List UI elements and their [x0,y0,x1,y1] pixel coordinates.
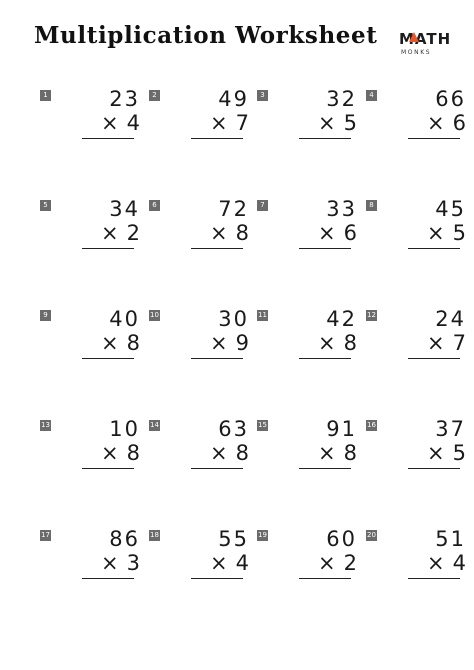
times-sign: × [427,331,445,355]
problem-number-badge: 5 [40,200,51,211]
problem-number-badge: 11 [258,311,267,319]
answer-line [82,138,134,139]
problem [40,527,140,590]
multiplier: 3 [126,551,140,575]
multiplier-row [318,111,357,135]
logo-subtitle: MONKS [401,49,432,56]
times-sign: × [318,331,336,355]
problem-number-badge: 13 [41,421,50,429]
multiplier-row [101,111,140,135]
problem-number-badge: 10 [150,311,159,319]
multiplier: 7 [235,111,249,135]
multiplicand: 23 [109,87,140,111]
problem [149,197,249,260]
problem [40,417,140,480]
multiplier-row [210,551,249,575]
problem [366,417,466,480]
answer-line [408,138,460,139]
logo-brand: MATH [399,30,452,48]
multiplier: 8 [126,331,140,355]
multiplier: 4 [235,551,249,575]
multiplicand: 10 [109,417,140,441]
problem [257,417,357,480]
problem [366,197,466,260]
multiplicand: 30 [218,307,249,331]
answer-line [408,358,460,359]
problem [149,417,249,480]
multiplier: 5 [343,111,357,135]
answer-line [191,358,243,359]
math-monks-logo [399,30,452,62]
times-sign: × [318,111,336,135]
problem-number-badge: 14 [150,421,159,429]
multiplier-row [318,441,357,465]
answer-line [82,248,134,249]
times-sign: × [427,111,445,135]
multiplier: 2 [343,551,357,575]
multiplicand: 40 [109,307,140,331]
problem [257,197,357,260]
answer-line [82,468,134,469]
problem-number-badge: 18 [150,531,159,539]
multiplier: 4 [126,111,140,135]
answer-line [299,248,351,249]
multiplicand: 32 [326,87,357,111]
times-sign: × [101,331,119,355]
times-sign: × [210,221,228,245]
problem [149,307,249,370]
times-sign: × [101,441,119,465]
problem-number-badge: 8 [366,200,377,211]
multiplier-row [318,221,357,245]
page-title: Multiplication Worksheet [34,22,378,49]
problem [149,527,249,590]
multiplicand: 66 [435,87,466,111]
answer-line [191,468,243,469]
times-sign: × [210,441,228,465]
multiplicand: 45 [435,197,466,221]
multiplicand: 86 [109,527,140,551]
answer-line [408,248,460,249]
answer-line [82,578,134,579]
multiplier: 8 [126,441,140,465]
times-sign: × [318,441,336,465]
multiplier-row [427,551,466,575]
times-sign: × [210,331,228,355]
multiplicand: 91 [326,417,357,441]
multiplier: 5 [452,221,466,245]
times-sign: × [101,551,119,575]
multiplicand: 51 [435,527,466,551]
multiplier: 8 [343,441,357,465]
answer-line [82,358,134,359]
problem-number-badge: 20 [367,531,376,539]
times-sign: × [210,551,228,575]
answer-line [299,578,351,579]
multiplier-row [101,441,140,465]
multiplier-row [101,551,140,575]
problem [257,307,357,370]
multiplicand: 55 [218,527,249,551]
problem [366,87,466,150]
multiplicand: 42 [326,307,357,331]
multiplier-row [210,441,249,465]
times-sign: × [427,551,445,575]
answer-line [299,138,351,139]
times-sign: × [427,441,445,465]
multiplier: 6 [343,221,357,245]
answer-line [191,138,243,139]
times-sign: × [210,111,228,135]
multiplier-row [101,221,140,245]
multiplier: 8 [343,331,357,355]
problem [366,527,466,590]
multiplier: 5 [452,441,466,465]
multiplier: 2 [126,221,140,245]
times-sign: × [318,551,336,575]
problem [257,87,357,150]
multiplier-row [210,111,249,135]
times-sign: × [318,221,336,245]
multiplier: 7 [452,331,466,355]
problem-number-badge: 16 [367,421,376,429]
problem-number-badge: 2 [149,90,160,101]
multiplier: 9 [235,331,249,355]
multiplier-row [101,331,140,355]
problem-number-badge: 15 [258,421,267,429]
multiplicand: 33 [326,197,357,221]
problem [149,87,249,150]
answer-line [191,578,243,579]
problem [40,197,140,260]
multiplier: 6 [452,111,466,135]
problem-number-badge: 3 [257,90,268,101]
problem-number-badge: 12 [367,311,376,319]
problem [257,527,357,590]
problem-number-badge: 7 [257,200,268,211]
answer-line [191,248,243,249]
times-sign: × [101,111,119,135]
multiplier-row [210,331,249,355]
problem [366,307,466,370]
multiplier-row [318,551,357,575]
multiplicand: 49 [218,87,249,111]
multiplier: 8 [235,441,249,465]
multiplier-row [427,221,466,245]
times-sign: × [101,221,119,245]
multiplier-row [427,331,466,355]
times-sign: × [427,221,445,245]
multiplier-row [427,441,466,465]
multiplicand: 24 [435,307,466,331]
problem-number-badge: 9 [40,310,51,321]
multiplier: 8 [235,221,249,245]
answer-line [299,468,351,469]
multiplier-row [210,221,249,245]
multiplicand: 63 [218,417,249,441]
problem [40,87,140,150]
problem-number-badge: 17 [41,531,50,539]
problem [40,307,140,370]
logo-triangle-icon [409,32,419,42]
multiplicand: 34 [109,197,140,221]
multiplicand: 60 [326,527,357,551]
multiplier-row [318,331,357,355]
multiplicand: 37 [435,417,466,441]
problem-number-badge: 1 [40,90,51,101]
answer-line [299,358,351,359]
answer-line [408,468,460,469]
multiplicand: 72 [218,197,249,221]
multiplier-row [427,111,466,135]
multiplier: 4 [452,551,466,575]
answer-line [408,578,460,579]
problem-number-badge: 19 [258,531,267,539]
problem-number-badge: 4 [366,90,377,101]
problem-number-badge: 6 [149,200,160,211]
